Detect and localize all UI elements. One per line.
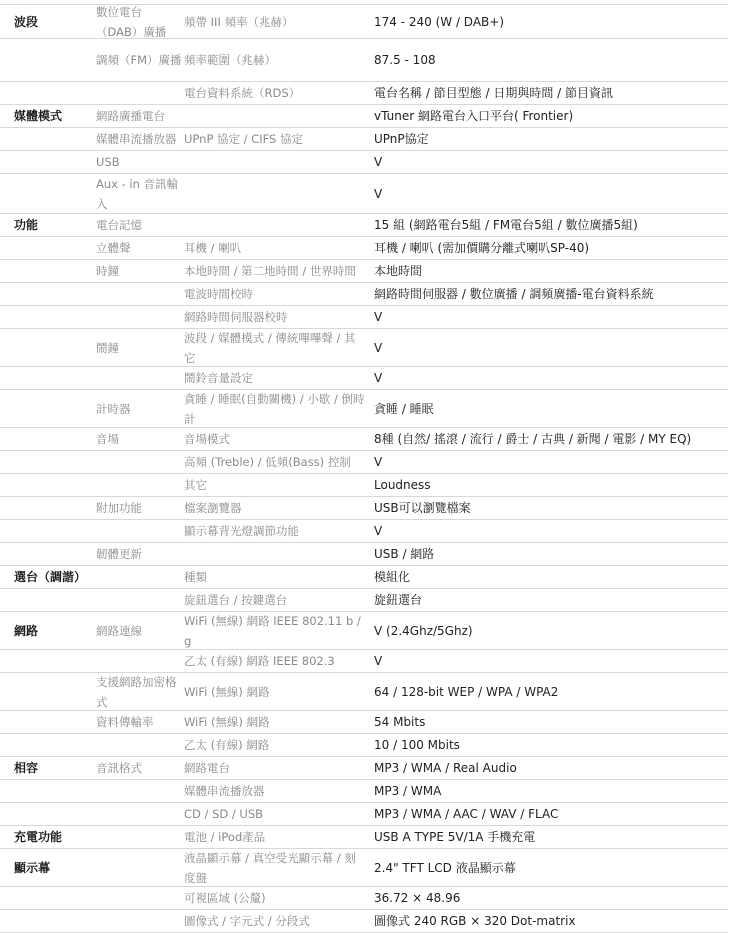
subfeature-cell xyxy=(184,260,366,282)
subfeature-text: 乙太 (有線) 網路 xyxy=(184,738,270,752)
value-text: MP3 / WMA xyxy=(374,784,442,798)
value-cell xyxy=(374,589,728,611)
feature-cell xyxy=(96,428,182,450)
feature-cell xyxy=(96,543,182,565)
value-cell xyxy=(374,650,728,672)
value-cell xyxy=(374,711,728,733)
feature-cell xyxy=(96,589,182,611)
value-text: V xyxy=(374,340,383,355)
value-cell xyxy=(374,428,728,450)
value-cell xyxy=(374,757,728,779)
subfeature-cell xyxy=(184,673,366,710)
value-cell xyxy=(374,520,728,542)
subfeature-cell xyxy=(184,367,366,389)
value-cell xyxy=(374,151,728,173)
subfeature-cell xyxy=(184,650,366,672)
subfeature-text: WiFi (無線) 網路 IEEE 802.11 b / g xyxy=(184,613,361,648)
value-text: MP3 / WMA / Real Audio xyxy=(374,761,517,775)
feature-cell xyxy=(96,451,182,473)
value-cell xyxy=(374,673,728,710)
value-cell xyxy=(374,803,728,825)
category-text: 功能 xyxy=(14,218,39,232)
category-cell xyxy=(14,329,94,366)
feature-text: 數位電台（DAB）廣播 xyxy=(96,4,167,39)
subfeature-cell xyxy=(184,5,366,38)
category-cell xyxy=(14,367,94,389)
category-cell xyxy=(14,390,94,427)
category-cell xyxy=(14,803,94,825)
feature-text: 媒體串流播放器 xyxy=(96,132,177,146)
value-cell xyxy=(374,329,728,366)
subfeature-text: 乙太 (有線) 網路 IEEE 802.3 xyxy=(184,654,335,668)
value-cell xyxy=(374,306,728,328)
subfeature-cell xyxy=(184,428,366,450)
spec-row xyxy=(0,565,728,588)
feature-cell xyxy=(96,105,182,127)
feature-cell xyxy=(96,826,182,848)
value-text: 耳機 / 喇叭 (需加價購分離式喇叭SP-40) xyxy=(374,241,590,255)
spec-row xyxy=(0,802,728,825)
category-cell xyxy=(14,428,94,450)
value-cell xyxy=(374,39,728,81)
spec-row xyxy=(0,611,728,649)
subfeature-cell xyxy=(184,887,366,909)
subfeature-cell xyxy=(184,803,366,825)
feature-cell xyxy=(96,174,182,213)
value-text: 本地時間 xyxy=(374,264,423,278)
feature-cell xyxy=(96,612,182,649)
category-cell xyxy=(14,128,94,150)
category-cell xyxy=(14,711,94,733)
value-cell xyxy=(374,283,728,305)
value-text: 2.4" TFT LCD 液晶顯示幕 xyxy=(374,860,516,875)
value-text: 15 組 (網路電台5組 / FM電台5組 / 數位廣播5組) xyxy=(374,218,638,232)
subfeature-cell xyxy=(184,910,366,932)
spec-row xyxy=(0,588,728,611)
subfeature-cell xyxy=(184,214,366,236)
spec-row xyxy=(0,542,728,565)
subfeature-text: 網路時間伺服器校時 xyxy=(184,310,288,324)
category-cell xyxy=(14,757,94,779)
value-text: 36.72 × 48.96 xyxy=(374,891,461,905)
spec-row xyxy=(0,104,728,127)
category-text: 選台（調諧） xyxy=(14,570,87,584)
subfeature-cell xyxy=(184,174,366,213)
subfeature-cell xyxy=(184,826,366,848)
spec-row xyxy=(0,649,728,672)
value-text: 電台名稱 / 節目型態 / 日期與時間 / 節目資訊 xyxy=(374,86,614,100)
subfeature-text: 本地時間 / 第二地時間 / 世界時間 xyxy=(184,264,356,278)
feature-cell xyxy=(96,803,182,825)
subfeature-text: 電波時間校時 xyxy=(184,287,253,301)
subfeature-text: 鬧鈴音量設定 xyxy=(184,371,253,385)
spec-table xyxy=(0,4,728,933)
feature-text: 調頻（FM）廣播 xyxy=(96,53,182,67)
category-cell xyxy=(14,520,94,542)
category-text: 網路 xyxy=(14,623,39,638)
value-text: V (2.4Ghz/5Ghz) xyxy=(374,623,473,638)
category-cell xyxy=(14,734,94,756)
feature-text: 韌體更新 xyxy=(96,547,142,561)
spec-row xyxy=(0,848,728,886)
spec-row xyxy=(0,213,728,236)
feature-cell xyxy=(96,306,182,328)
subfeature-text: 電池 / iPod產品 xyxy=(184,830,266,844)
value-text: 64 / 128-bit WEP / WPA / WPA2 xyxy=(374,684,559,699)
value-text: V xyxy=(374,654,383,668)
spec-row xyxy=(0,236,728,259)
spec-row xyxy=(0,450,728,473)
value-cell xyxy=(374,214,728,236)
feature-cell xyxy=(96,214,182,236)
feature-cell xyxy=(96,390,182,427)
value-text: MP3 / WMA / AAC / WAV / FLAC xyxy=(374,807,559,821)
value-text: 87.5 - 108 xyxy=(374,53,436,67)
subfeature-cell xyxy=(184,566,366,588)
subfeature-text: 其它 xyxy=(184,478,207,492)
spec-row xyxy=(0,305,728,328)
subfeature-cell xyxy=(184,497,366,519)
subfeature-cell xyxy=(184,589,366,611)
value-cell xyxy=(374,260,728,282)
category-text: 充電功能 xyxy=(14,830,63,844)
subfeature-cell xyxy=(184,711,366,733)
feature-cell xyxy=(96,367,182,389)
subfeature-text: 網路電台 xyxy=(184,761,230,775)
subfeature-text: 耳機 / 喇叭 xyxy=(184,241,242,255)
feature-cell xyxy=(96,650,182,672)
category-cell xyxy=(14,543,94,565)
feature-cell xyxy=(96,497,182,519)
feature-text: 附加功能 xyxy=(96,501,142,515)
value-text: V xyxy=(374,155,383,169)
category-cell xyxy=(14,105,94,127)
feature-cell xyxy=(96,5,182,38)
value-text: V xyxy=(374,455,383,469)
value-cell xyxy=(374,734,728,756)
value-cell xyxy=(374,474,728,496)
category-cell xyxy=(14,174,94,213)
feature-cell xyxy=(96,283,182,305)
value-cell xyxy=(374,451,728,473)
value-text: Loudness xyxy=(374,478,431,492)
feature-cell xyxy=(96,39,182,81)
feature-text: 資料傳輸率 xyxy=(96,715,154,729)
category-cell xyxy=(14,497,94,519)
value-cell xyxy=(374,390,728,427)
value-cell xyxy=(374,910,728,932)
subfeature-cell xyxy=(184,283,366,305)
spec-row xyxy=(0,473,728,496)
subfeature-text: 頻帶 III 頻率（兆赫） xyxy=(184,14,294,29)
subfeature-text: 電台資料系統（RDS） xyxy=(184,86,301,100)
value-cell xyxy=(374,826,728,848)
category-cell xyxy=(14,237,94,259)
subfeature-cell xyxy=(184,105,366,127)
subfeature-text: 可視區域 (公釐) xyxy=(184,891,266,905)
subfeature-cell xyxy=(184,757,366,779)
value-cell xyxy=(374,367,728,389)
feature-cell xyxy=(96,128,182,150)
subfeature-text: 旋鈕選台 / 按鍵選台 xyxy=(184,593,288,607)
value-cell xyxy=(374,780,728,802)
value-text: V xyxy=(374,524,383,538)
spec-row xyxy=(0,779,728,802)
subfeature-cell xyxy=(184,612,366,649)
spec-row xyxy=(0,366,728,389)
value-text: 模組化 xyxy=(374,570,411,584)
value-cell xyxy=(374,887,728,909)
spec-row xyxy=(0,672,728,710)
category-cell xyxy=(14,673,94,710)
subfeature-cell xyxy=(184,128,366,150)
subfeature-text: 檔案瀏覽器 xyxy=(184,501,242,515)
category-cell xyxy=(14,39,94,81)
category-cell xyxy=(14,260,94,282)
spec-row xyxy=(0,150,728,173)
value-text: 貪睡 / 睡眠 xyxy=(374,401,434,416)
subfeature-cell xyxy=(184,780,366,802)
spec-row xyxy=(0,427,728,450)
spec-row xyxy=(0,173,728,213)
value-cell xyxy=(374,497,728,519)
value-text: 174 - 240 (W / DAB+) xyxy=(374,14,505,29)
category-text: 顯示幕 xyxy=(14,860,51,875)
feature-cell xyxy=(96,887,182,909)
subfeature-cell xyxy=(184,39,366,81)
feature-cell xyxy=(96,566,182,588)
feature-cell xyxy=(96,151,182,173)
feature-text: USB xyxy=(96,155,120,169)
feature-text: 鬧鐘 xyxy=(96,340,119,355)
category-cell xyxy=(14,283,94,305)
subfeature-cell xyxy=(184,734,366,756)
feature-cell xyxy=(96,757,182,779)
feature-cell xyxy=(96,260,182,282)
category-cell xyxy=(14,612,94,649)
category-cell xyxy=(14,451,94,473)
value-cell xyxy=(374,5,728,38)
feature-cell xyxy=(96,910,182,932)
value-text: USB A TYPE 5V/1A 手機充電 xyxy=(374,830,536,844)
feature-text: 音訊格式 xyxy=(96,761,142,775)
category-cell xyxy=(14,306,94,328)
category-cell xyxy=(14,151,94,173)
spec-row xyxy=(0,733,728,756)
subfeature-text: WiFi (無線) 網路 xyxy=(184,684,270,699)
spec-row xyxy=(0,519,728,542)
category-cell xyxy=(14,566,94,588)
spec-row xyxy=(0,496,728,519)
subfeature-text: 種類 xyxy=(184,570,207,584)
spec-row xyxy=(0,756,728,779)
feature-text: 支援網路加密格式 xyxy=(96,674,177,709)
feature-text: 時鐘 xyxy=(96,264,119,278)
spec-row xyxy=(0,886,728,909)
subfeature-text: 高頻 (Treble) / 低頻(Bass) 控制 xyxy=(184,455,351,469)
value-text: 網路時間伺服器 / 數位廣播 / 調頻廣播-電台資料系統 xyxy=(374,287,654,301)
spec-row xyxy=(0,710,728,733)
spec-row xyxy=(0,38,728,81)
spec-row xyxy=(0,4,728,38)
value-text: 圖像式 240 RGB × 320 Dot-matrix xyxy=(374,914,576,928)
subfeature-cell xyxy=(184,329,366,366)
category-text: 媒體模式 xyxy=(14,109,63,123)
category-cell xyxy=(14,910,94,932)
value-text: 10 / 100 Mbits xyxy=(374,738,460,752)
category-cell xyxy=(14,650,94,672)
value-cell xyxy=(374,128,728,150)
value-text: UPnP協定 xyxy=(374,132,429,146)
spec-row xyxy=(0,909,728,933)
value-text: vTuner 網路電台入口平台( Frontier) xyxy=(374,109,574,123)
subfeature-text: WiFi (無線) 網路 xyxy=(184,715,270,729)
category-text: 波段 xyxy=(14,14,39,29)
subfeature-cell xyxy=(184,543,366,565)
subfeature-text: 圖像式 / 字元式 / 分段式 xyxy=(184,914,310,928)
category-cell xyxy=(14,589,94,611)
feature-text: 立體聲 xyxy=(96,241,131,255)
subfeature-text: UPnP 協定 / CIFS 協定 xyxy=(184,132,304,146)
subfeature-text: 頻率範圍（兆赫） xyxy=(184,53,276,67)
subfeature-text: 液晶顯示幕 / 真空受光顯示幕 / 刻度盤 xyxy=(184,850,356,885)
value-text: USB可以瀏覽檔案 xyxy=(374,501,471,515)
value-text: V xyxy=(374,371,383,385)
feature-cell xyxy=(96,237,182,259)
feature-cell xyxy=(96,849,182,886)
feature-text: 電台記憶 xyxy=(96,218,142,232)
category-cell xyxy=(14,887,94,909)
feature-text: 計時器 xyxy=(96,401,131,416)
value-text: 8種 (自然/ 搖滾 / 流行 / 爵士 / 古典 / 新聞 / 電影 / MY EQ) xyxy=(374,432,692,446)
subfeature-cell xyxy=(184,474,366,496)
feature-cell xyxy=(96,711,182,733)
value-cell xyxy=(374,849,728,886)
category-cell xyxy=(14,5,94,38)
subfeature-cell xyxy=(184,237,366,259)
subfeature-text: 顯示幕背光燈調節功能 xyxy=(184,524,299,538)
spec-row xyxy=(0,328,728,366)
feature-cell xyxy=(96,329,182,366)
spec-row xyxy=(0,282,728,305)
value-cell xyxy=(374,237,728,259)
spec-row xyxy=(0,81,728,104)
spec-row xyxy=(0,259,728,282)
value-cell xyxy=(374,612,728,649)
feature-text: 網路連線 xyxy=(96,623,142,638)
subfeature-text: 貪睡 / 睡眠(自動關機) / 小歇 / 倒時計 xyxy=(184,391,365,426)
feature-cell xyxy=(96,780,182,802)
subfeature-cell xyxy=(184,82,366,104)
category-cell xyxy=(14,849,94,886)
spec-row xyxy=(0,825,728,848)
value-cell xyxy=(374,174,728,213)
spec-row xyxy=(0,389,728,427)
value-text: 54 Mbits xyxy=(374,715,426,729)
value-cell xyxy=(374,105,728,127)
category-cell xyxy=(14,826,94,848)
subfeature-cell xyxy=(184,520,366,542)
feature-text: 網路廣播電台 xyxy=(96,109,165,123)
subfeature-text: 波段 / 媒體模式 / 傳統嗶嗶聲 / 其它 xyxy=(184,330,356,365)
feature-text: 音場 xyxy=(96,432,119,446)
value-text: V xyxy=(374,310,383,324)
subfeature-cell xyxy=(184,390,366,427)
feature-cell xyxy=(96,82,182,104)
feature-cell xyxy=(96,734,182,756)
category-cell xyxy=(14,780,94,802)
category-text: 相容 xyxy=(14,761,39,775)
value-text: USB / 網路 xyxy=(374,547,435,561)
subfeature-cell xyxy=(184,451,366,473)
subfeature-cell xyxy=(184,151,366,173)
spec-row xyxy=(0,127,728,150)
category-cell xyxy=(14,474,94,496)
subfeature-text: CD / SD / USB xyxy=(184,807,264,821)
category-cell xyxy=(14,82,94,104)
category-cell xyxy=(14,214,94,236)
value-cell xyxy=(374,82,728,104)
subfeature-text: 音場模式 xyxy=(184,432,230,446)
subfeature-text: 媒體串流播放器 xyxy=(184,784,265,798)
subfeature-cell xyxy=(184,306,366,328)
value-text: 旋鈕選台 xyxy=(374,593,423,607)
feature-text: Aux - in 音訊輸入 xyxy=(96,176,179,211)
value-cell xyxy=(374,566,728,588)
value-cell xyxy=(374,543,728,565)
feature-cell xyxy=(96,520,182,542)
value-text: V xyxy=(374,186,383,201)
feature-cell xyxy=(96,474,182,496)
feature-cell xyxy=(96,673,182,710)
subfeature-cell xyxy=(184,849,366,886)
